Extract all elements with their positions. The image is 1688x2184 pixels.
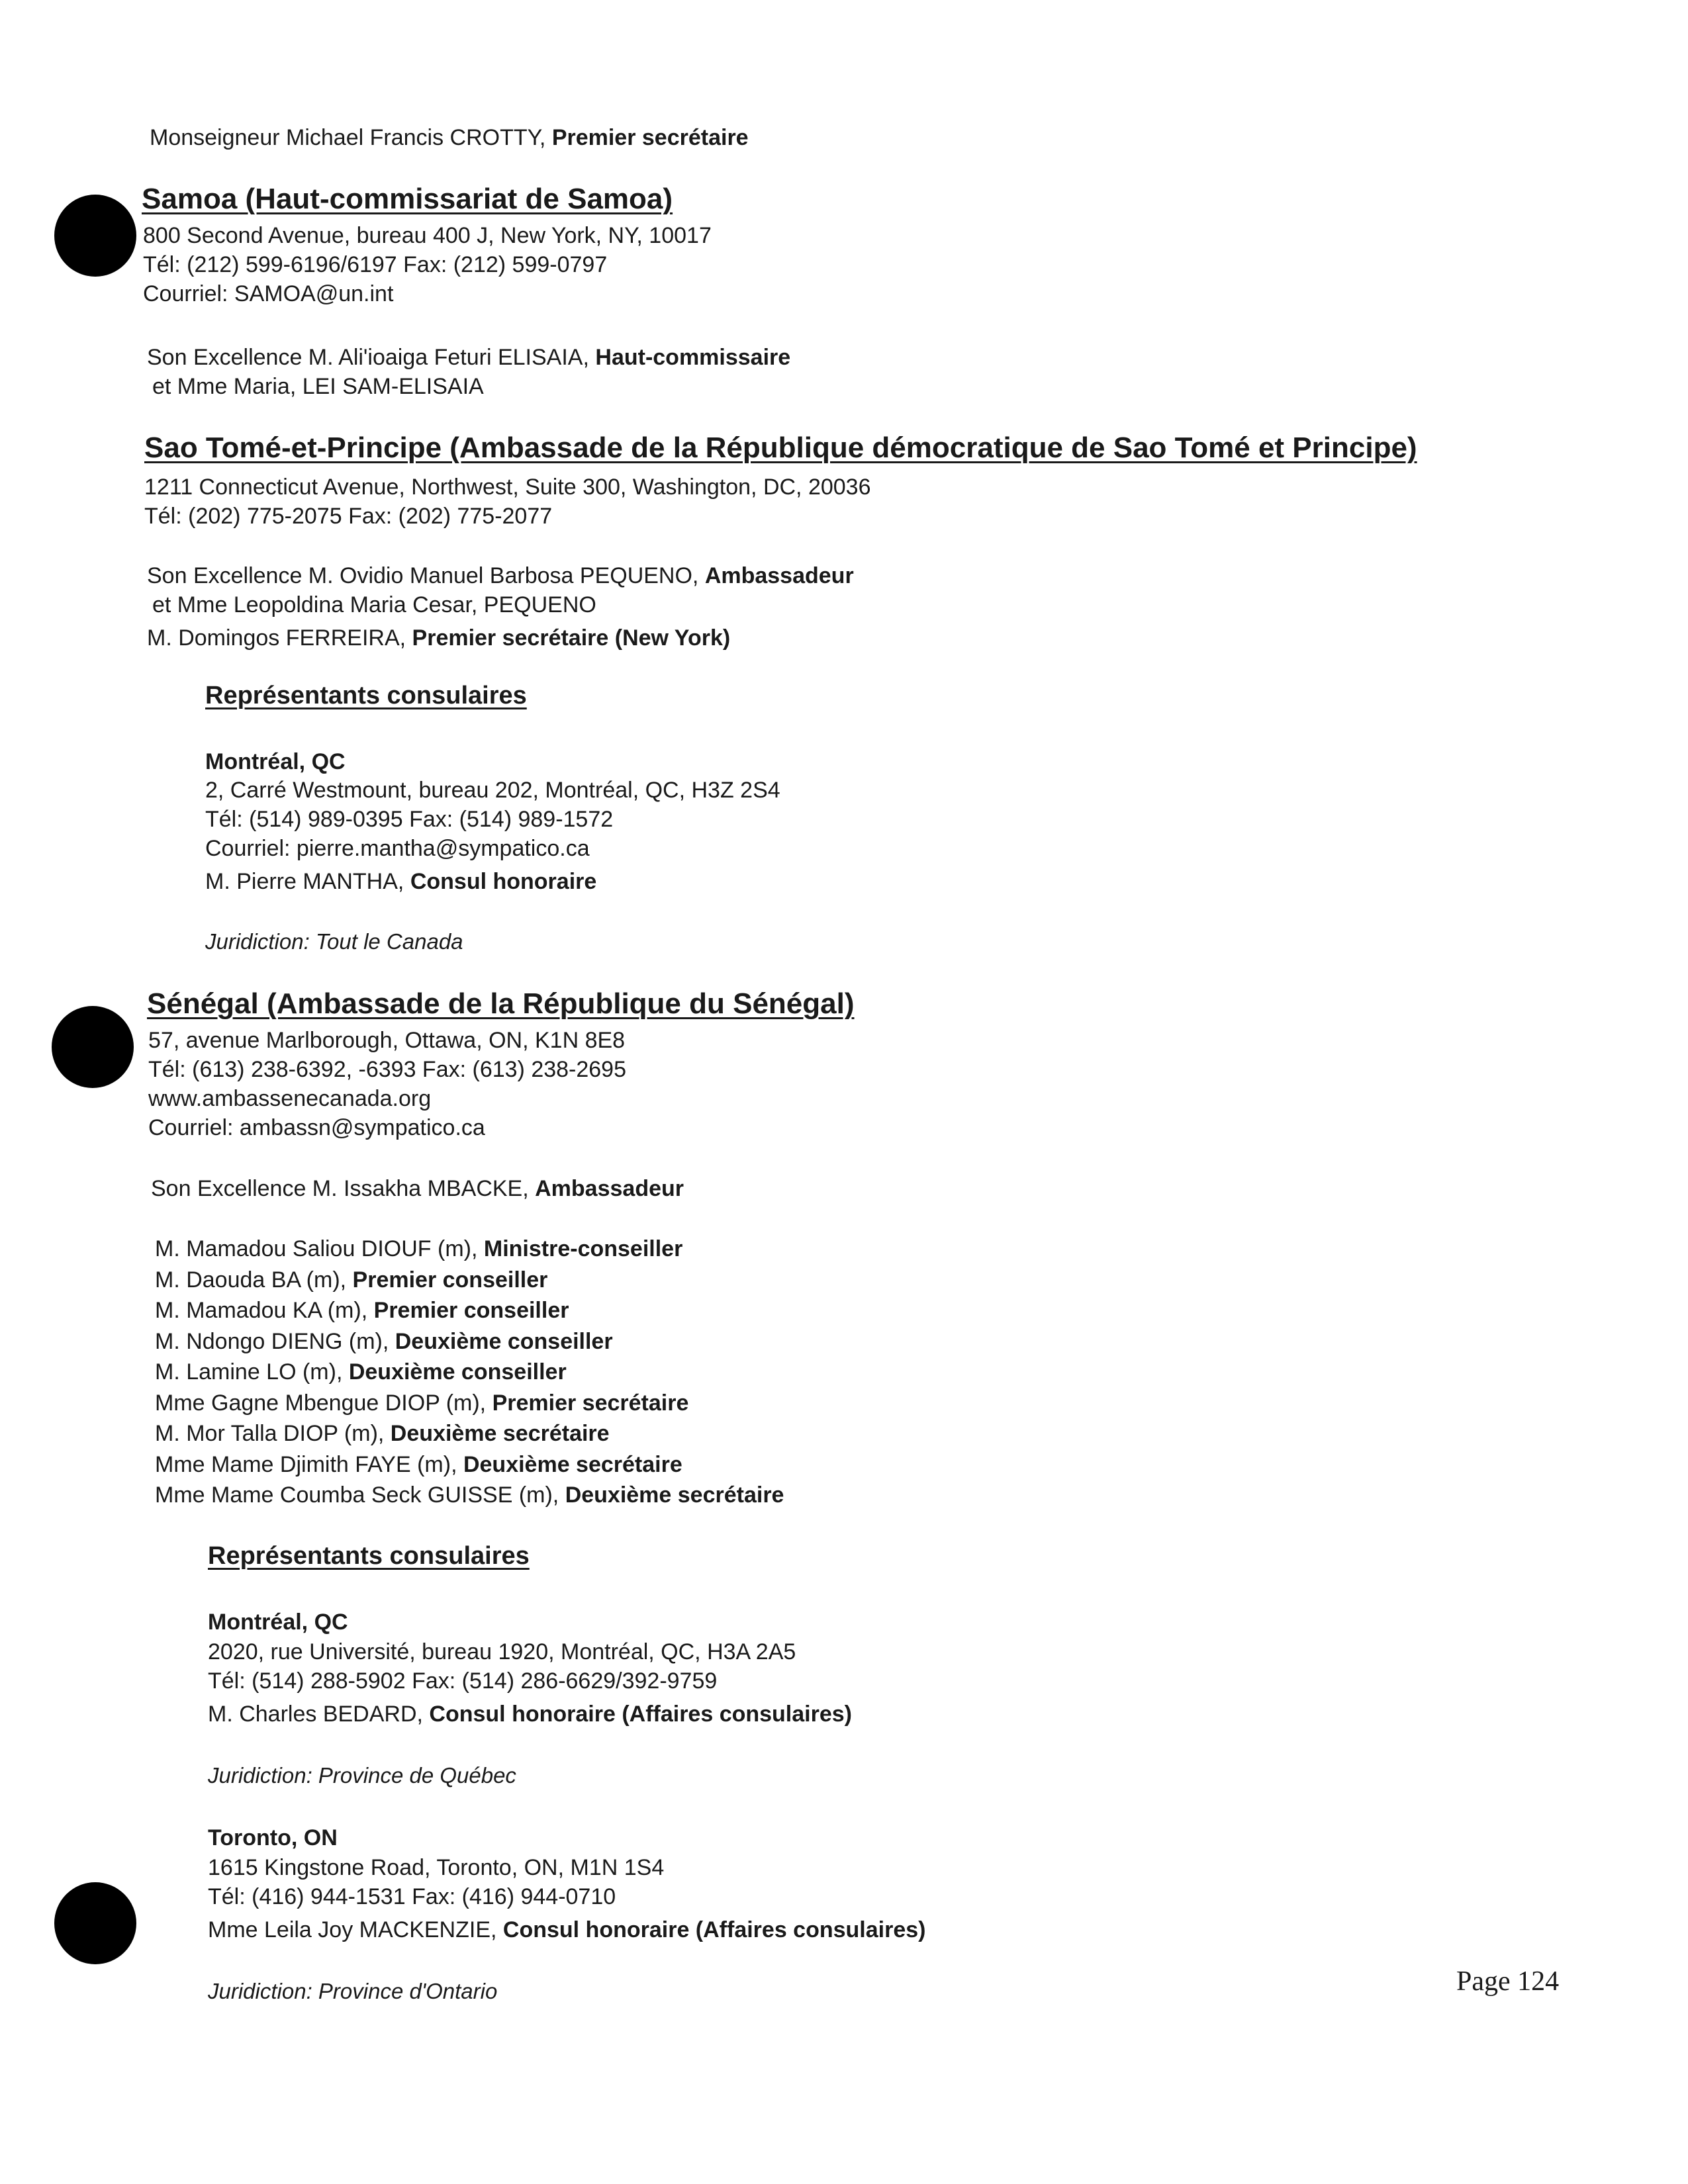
senegal-contact — [148, 1026, 626, 1142]
address: 1615 Kingstone Road, Toronto, ON, M1N 1S4 — [208, 1855, 665, 1880]
staff-line: Son Excellence M. Ovidio Manuel Barbosa PEQUENO, Ambassadeur — [147, 563, 854, 588]
consul-contact — [208, 1853, 925, 1944]
staff-line: Mme Gagne Mbengue DIOP (m), Premier secrétaire — [155, 1390, 689, 1416]
sao-tome-contact — [144, 473, 871, 531]
address: 2, Carré Westmount, bureau 202, Montréal, QC, H3Z 2S4 — [205, 778, 780, 803]
consul-line: M. Pierre MANTHA, Consul honoraire — [205, 869, 597, 894]
person-name: Monseigneur Michael Francis CROTTY, — [150, 125, 552, 150]
staff-line: Mme Mame Coumba Seck GUISSE (m), Deuxième secrétaire — [155, 1482, 784, 1508]
address: 2020, rue Université, bureau 1920, Montréal, QC, H3A 2A5 — [208, 1639, 796, 1664]
senegal-staff-list — [155, 1234, 784, 1511]
punch-hole-middle — [52, 1006, 134, 1088]
top-line — [150, 123, 749, 152]
staff-line: M. Mamadou KA (m), Premier conseiller — [155, 1298, 569, 1323]
sao-tome-staff — [147, 561, 854, 653]
ambassador-line: Son Excellence M. Issakha MBACKE, Ambassadeur — [151, 1176, 684, 1201]
staff-line: M. Ndongo DIENG (m), Deuxième conseiller — [155, 1328, 613, 1354]
consul-line: M. Charles BEDARD, Consul honoraire (Affaires consulaires) — [208, 1702, 852, 1727]
consul-city: Montréal, QC — [205, 749, 346, 774]
staff-line: M. Domingos FERREIRA, Premier secrétaire (New York) — [147, 625, 731, 651]
samoa-staff — [147, 343, 790, 401]
address: 800 Second Avenue, bureau 400 J, New York, NY, 10017 — [143, 223, 712, 248]
consul-city: Montréal, QC — [208, 1610, 348, 1635]
person-title: Premier secrétaire — [551, 125, 749, 150]
consul-line: Mme Leila Joy MACKENZIE, Consul honoraire (Affaires consulaires) — [208, 1917, 926, 1942]
staff-line: M. Mor Talla DIOP (m), Deuxième secrétaire — [155, 1421, 610, 1446]
address: 1211 Connecticut Avenue, Northwest, Suite 300, Washington, DC, 20036 — [144, 475, 871, 500]
phone: Tél: (202) 775-2075 Fax: (202) 775-2077 — [144, 504, 553, 529]
consular-heading: Représentants consulaires — [205, 682, 527, 709]
punch-hole-bottom — [54, 1882, 136, 1964]
punch-hole-top — [54, 195, 136, 277]
phone: Tél: (416) 944-1531 Fax: (416) 944-0710 — [208, 1884, 616, 1909]
jurisdiction: Juridiction: Tout le Canada — [205, 929, 463, 954]
address: 57, avenue Marlborough, Ottawa, ON, K1N 8E8 — [148, 1028, 626, 1053]
staff-line: Mme Mame Djimith FAYE (m), Deuxième secrétaire — [155, 1451, 682, 1477]
email: Courriel: ambassn@sympatico.ca — [148, 1115, 485, 1140]
website: www.ambassenecanada.org — [148, 1086, 432, 1111]
consular-heading: Représentants consulaires — [208, 1542, 530, 1570]
spouse-line: et Mme Maria, LEI SAM-ELISAIA — [152, 374, 484, 399]
phone: Tél: (514) 989-0395 Fax: (514) 989-1572 — [205, 807, 614, 832]
email: Courriel: SAMOA@un.int — [143, 281, 394, 306]
jurisdiction: Juridiction: Province de Québec — [208, 1763, 516, 1788]
page-number: Page 124 — [1456, 1966, 1560, 1997]
phone: Tél: (514) 288-5902 Fax: (514) 286-6629/392-9759 — [208, 1668, 718, 1694]
consul-contact — [205, 776, 780, 896]
section-heading-sao-tome: Sao Tomé-et-Principe (Ambassade de la République démocratique de Sao Tomé et Principe) — [144, 432, 1417, 464]
email: Courriel: pierre.mantha@sympatico.ca — [205, 836, 590, 861]
staff-line: M. Lamine LO (m), Deuxième conseiller — [155, 1359, 567, 1385]
consul-contact — [208, 1637, 852, 1729]
section-heading-samoa: Samoa (Haut-commissariat de Samoa) — [142, 183, 673, 215]
samoa-contact — [143, 221, 712, 308]
staff-line: M. Daouda BA (m), Premier conseiller — [155, 1267, 548, 1293]
phone: Tél: (212) 599-6196/6197 Fax: (212) 599-0797 — [143, 252, 608, 277]
phone: Tél: (613) 238-6392, -6393 Fax: (613) 238-2695 — [148, 1057, 627, 1082]
spouse-line: et Mme Leopoldina Maria Cesar, PEQUENO — [152, 592, 596, 617]
staff-line: M. Mamadou Saliou DIOUF (m), Ministre-conseiller — [155, 1236, 683, 1261]
section-heading-senegal: Sénégal (Ambassade de la République du Sénégal) — [147, 987, 855, 1020]
consul-city: Toronto, ON — [208, 1825, 338, 1850]
staff-line: Son Excellence M. Ali'ioaiga Feturi ELISAIA, Haut-commissaire — [147, 345, 791, 370]
jurisdiction: Juridiction: Province d'Ontario — [208, 1979, 498, 2003]
